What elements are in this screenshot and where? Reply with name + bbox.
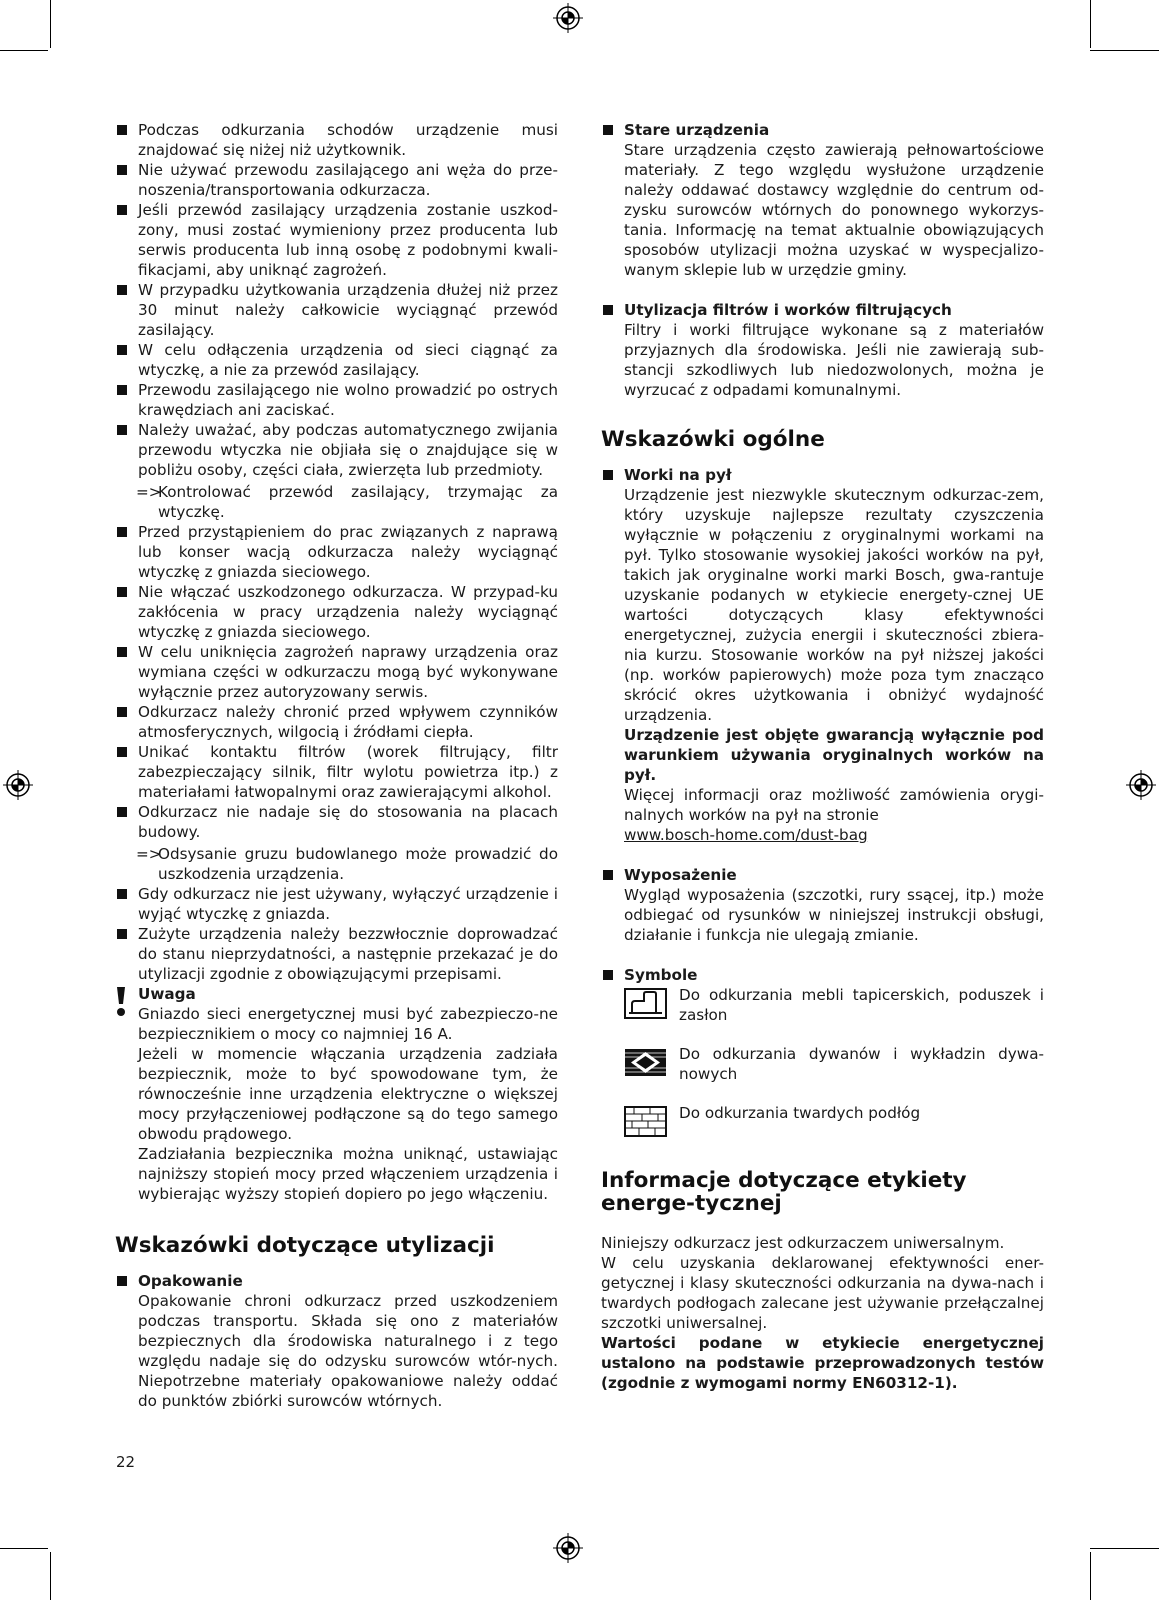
bullet-item: W przypadku użytkowania urządzenia dłużej niż przez 30 minut należy całkowicie wyciągnąć przewód zasilający.	[115, 280, 558, 340]
warning-paragraph: Gniazdo sieci energetycznej musi być zabezpieczo-ne bezpiecznikiem o mocy co najmniej 16 A.	[138, 1005, 558, 1043]
paragraph: Urządzenie jest niezwykle skutecznym odkurzac-zem, który uzyskuje najlepsze rezultaty czyszczenia wyłącznie w połączeniu z oryginalnymi workami na pył. Tylko stosowanie wysokiej jakości worków na pył, takich jak oryginalne worki marki Bosch, gwa-rantuje uzyskanie podanych w etykiecie energety-cznej UE wartości dotyczących klasy efektywności energetycznej, zużycia energii i skuteczności zbiera-nia kurzu. Stosowanie worków na pył niższej jakości (np. worków papierowych) może poza tym znacząco skrócić okres użytkowania i obniżyć wydajność urządzenia.	[624, 486, 1044, 724]
section-heading: Wskazówki dotyczące utylizacji	[115, 1233, 495, 1258]
symbol-row	[601, 985, 1044, 1044]
subsection-title: Utylizacja filtrów i worków filtrujących	[601, 300, 1044, 320]
registration-mark-icon	[1126, 770, 1156, 800]
symbol-row	[601, 1103, 1044, 1155]
section-heading: Wskazówki ogólne	[601, 427, 825, 452]
hard-floor-icon	[624, 1106, 667, 1137]
bullet-item: Odkurzacz nie nadaje się do stosowania na placach budowy.	[115, 802, 558, 842]
bullet-item: Unikać kontaktu filtrów (worek filtrujący, filtr zabezpieczający silnik, filtr wylotu powietrza itp.) z materiałami łatwopalnymi oraz zawierającymi alkohol.	[115, 742, 558, 802]
bullet-item: Odkurzacz należy chronić przed wpływem czynników atmosferycznych, wilgocią i źródłami ciepła.	[115, 702, 558, 742]
bullet-item: Podczas odkurzania schodów urządzenie musi znajdować się niżej niż użytkownik.	[115, 120, 558, 160]
crop-mark	[50, 1552, 51, 1600]
warning-title: Uwaga	[138, 985, 196, 1003]
registration-mark-icon	[553, 3, 583, 33]
bullet-item: Należy uważać, aby podczas automatycznego zwijania przewodu wtyczka nie objiała się o znajdujące się w pobliżu osoby, części ciała, zwierzęta lub przedmioty.	[115, 420, 558, 480]
paragraph-bold: Wartości podane w etykiecie energetycznej ustalono na podstawie przeprowadzonych testów (zgodnie z wymogami normy EN60312-1).	[601, 1334, 1044, 1392]
sub-instruction	[115, 482, 558, 522]
paragraph-bold: Urządzenie jest objęte gwarancją wyłącznie pod warunkiem używania oryginalnych worków na pył.	[624, 726, 1044, 784]
paragraph: Niniejszy odkurzacz jest odkurzaczem uniwersalnym.	[601, 1234, 1005, 1252]
registration-mark-icon	[3, 770, 33, 800]
subsection-title: Stare urządzenia	[601, 120, 1044, 140]
section-heading: Informacje dotyczące etykiety energe-tycznej	[601, 1168, 967, 1216]
right-column	[601, 120, 1044, 1393]
arrow-marker: =>	[136, 483, 162, 501]
sub-instruction-text: Odsysanie gruzu budowlanego może prowadzić do uszkodzenia urządzenia.	[158, 845, 558, 883]
sub-instruction	[115, 844, 558, 884]
symbol-text: Do odkurzania dywanów i wykładzin dywa-nowych	[679, 1045, 1044, 1083]
crop-mark	[1090, 1552, 1091, 1600]
paragraph: Wygląd wyposażenia (szczotki, rury ssącej, itp.) może odbiegać od rysunków w niniejszej instrukcji obsługi, działanie i funkcja nie ulegają zmianie.	[624, 886, 1044, 944]
bullet-item: W celu uniknięcia zagrożeń naprawy urządzenia oraz wymiana części w odkurzaczu mogą być wykonywane wyłącznie przez autoryzowany serwis.	[115, 642, 558, 702]
page-number: 22	[116, 1453, 136, 1471]
bullet-item: Przewodu zasilającego nie wolno prowadzić po ostrych krawędziach ani zaciskać.	[115, 380, 558, 420]
left-column	[115, 120, 558, 1411]
paragraph: Więcej informacji oraz możliwość zamówienia orygi-nalnych worków na pył na stronie	[624, 786, 1044, 824]
bullet-item: Nie włączać uszkodzonego odkurzacza. W przypad-ku zakłócenia w pracy urządzenia należy wyciągnąć wtyczkę z gniazda sieciowego.	[115, 582, 558, 642]
arrow-marker: =>	[136, 845, 162, 863]
paragraph: Opakowanie chroni odkurzacz przed uszkodzeniem podczas transportu. Składa się ono z materiałów bezpiecznych dla środowiska naturalnego i z tego względu nadaje się do odzysku surowców wtór-nych. Niepotrzebne materiały opakowaniowe należy oddać do punktów zbiórki surowców wtórnych.	[138, 1292, 558, 1410]
subsection-title: Opakowanie	[115, 1271, 558, 1291]
carpet-icon	[624, 1047, 667, 1078]
crop-mark	[0, 1548, 48, 1549]
symbol-row	[601, 1044, 1044, 1103]
paragraph: W celu uzyskania deklarowanej efektywności ener-getycznej i klasy skuteczności odkurzania na dywa-nach i twardych podłogach zalecane jest używanie przełączalnej szczotki uniwersalnej.	[601, 1254, 1044, 1332]
symbol-text: Do odkurzania mebli tapicerskich, poduszek i zasłon	[679, 986, 1044, 1024]
subsection-title: Symbole	[601, 965, 1044, 985]
crop-mark	[0, 50, 48, 51]
bullet-item: Gdy odkurzacz nie jest używany, wyłączyć urządzenie i wyjąć wtyczkę z gniazda.	[115, 884, 558, 924]
warning-block	[115, 984, 558, 1204]
bullet-item: W celu odłączenia urządzenia od sieci ciągnąć za wtyczkę, a nie za przewód zasilający.	[115, 340, 558, 380]
paragraph: Filtry i worki filtrujące wykonane są z materiałów przyjaznych dla środowiska. Jeśli nie zawierają sub-stancji szkodliwych lub niedozwolonych, można je wyrzucać z odpadami komunalnymi.	[624, 321, 1044, 399]
upholstery-icon	[624, 988, 667, 1019]
registration-mark-icon	[553, 1533, 583, 1563]
warning-paragraph: Zadziałania bezpiecznika można uniknąć, ustawiając najniższy stopień mocy przed włączeniem urządzenia i wybierając wyższy stopień dopiero po jego włączeniu.	[138, 1145, 558, 1203]
bullet-item: Przed przystąpieniem do prac związanych z naprawą lub konser wacją odkurzacza należy wyciągnąć wtyczkę z gniazda sieciowego.	[115, 522, 558, 582]
crop-mark	[1090, 0, 1091, 48]
bullet-item: Jeśli przewód zasilający urządzenia zostanie uszkod-zony, musi zostać wymieniony przez producenta lub serwis producenta lub inną osobę z podobnymi kwali-fikacjami, aby uniknąć zagrożeń.	[115, 200, 558, 280]
subsection-title: Worki na pył	[601, 465, 1044, 485]
paragraph: Stare urządzenia często zawierają pełnowartościowe materiały. Z tego względu wysłużone urządzenie należy oddawać dostawcy względnie do centrum od-zysku surowców wtórnych do ponownego wykorzys-tania. Informację na temat aktualnie obowiązujących sposobów utylizacji można uzyskać w wyspecjalizo-wanym sklepie lub w urzędzie gminy.	[624, 141, 1044, 279]
bullet-item: Zużyte urządzenia należy bezzwłocznie doprowadzać do stanu nieprzydatności, a następnie przekazać je do utylizacji zgodnie z obowiązującymi przepisami.	[115, 924, 558, 984]
crop-mark	[1090, 50, 1159, 51]
crop-mark	[1090, 1548, 1159, 1549]
warning-paragraph: Jeżeli w momencie włączania urządzenia zadziała bezpiecznik, może to być spowodowane tym, że równocześnie inne urządzenia elektryczne o większej mocy przyłączeniowej podłączone są do tego samego obwodu prądowego.	[138, 1045, 558, 1143]
exclamation-icon	[114, 986, 128, 1018]
sub-instruction-text: Kontrolować przewód zasilający, trzymając za wtyczkę.	[158, 483, 558, 521]
symbol-text: Do odkurzania twardych podłóg	[679, 1104, 921, 1122]
subsection-title: Wyposażenie	[601, 865, 1044, 885]
crop-mark	[50, 0, 51, 48]
dust-bag-link[interactable]: www.bosch-home.com/dust-bag	[624, 826, 868, 844]
bullet-item: Nie używać przewodu zasilającego ani węża do prze-noszenia/transportowania odkurzacza.	[115, 160, 558, 200]
